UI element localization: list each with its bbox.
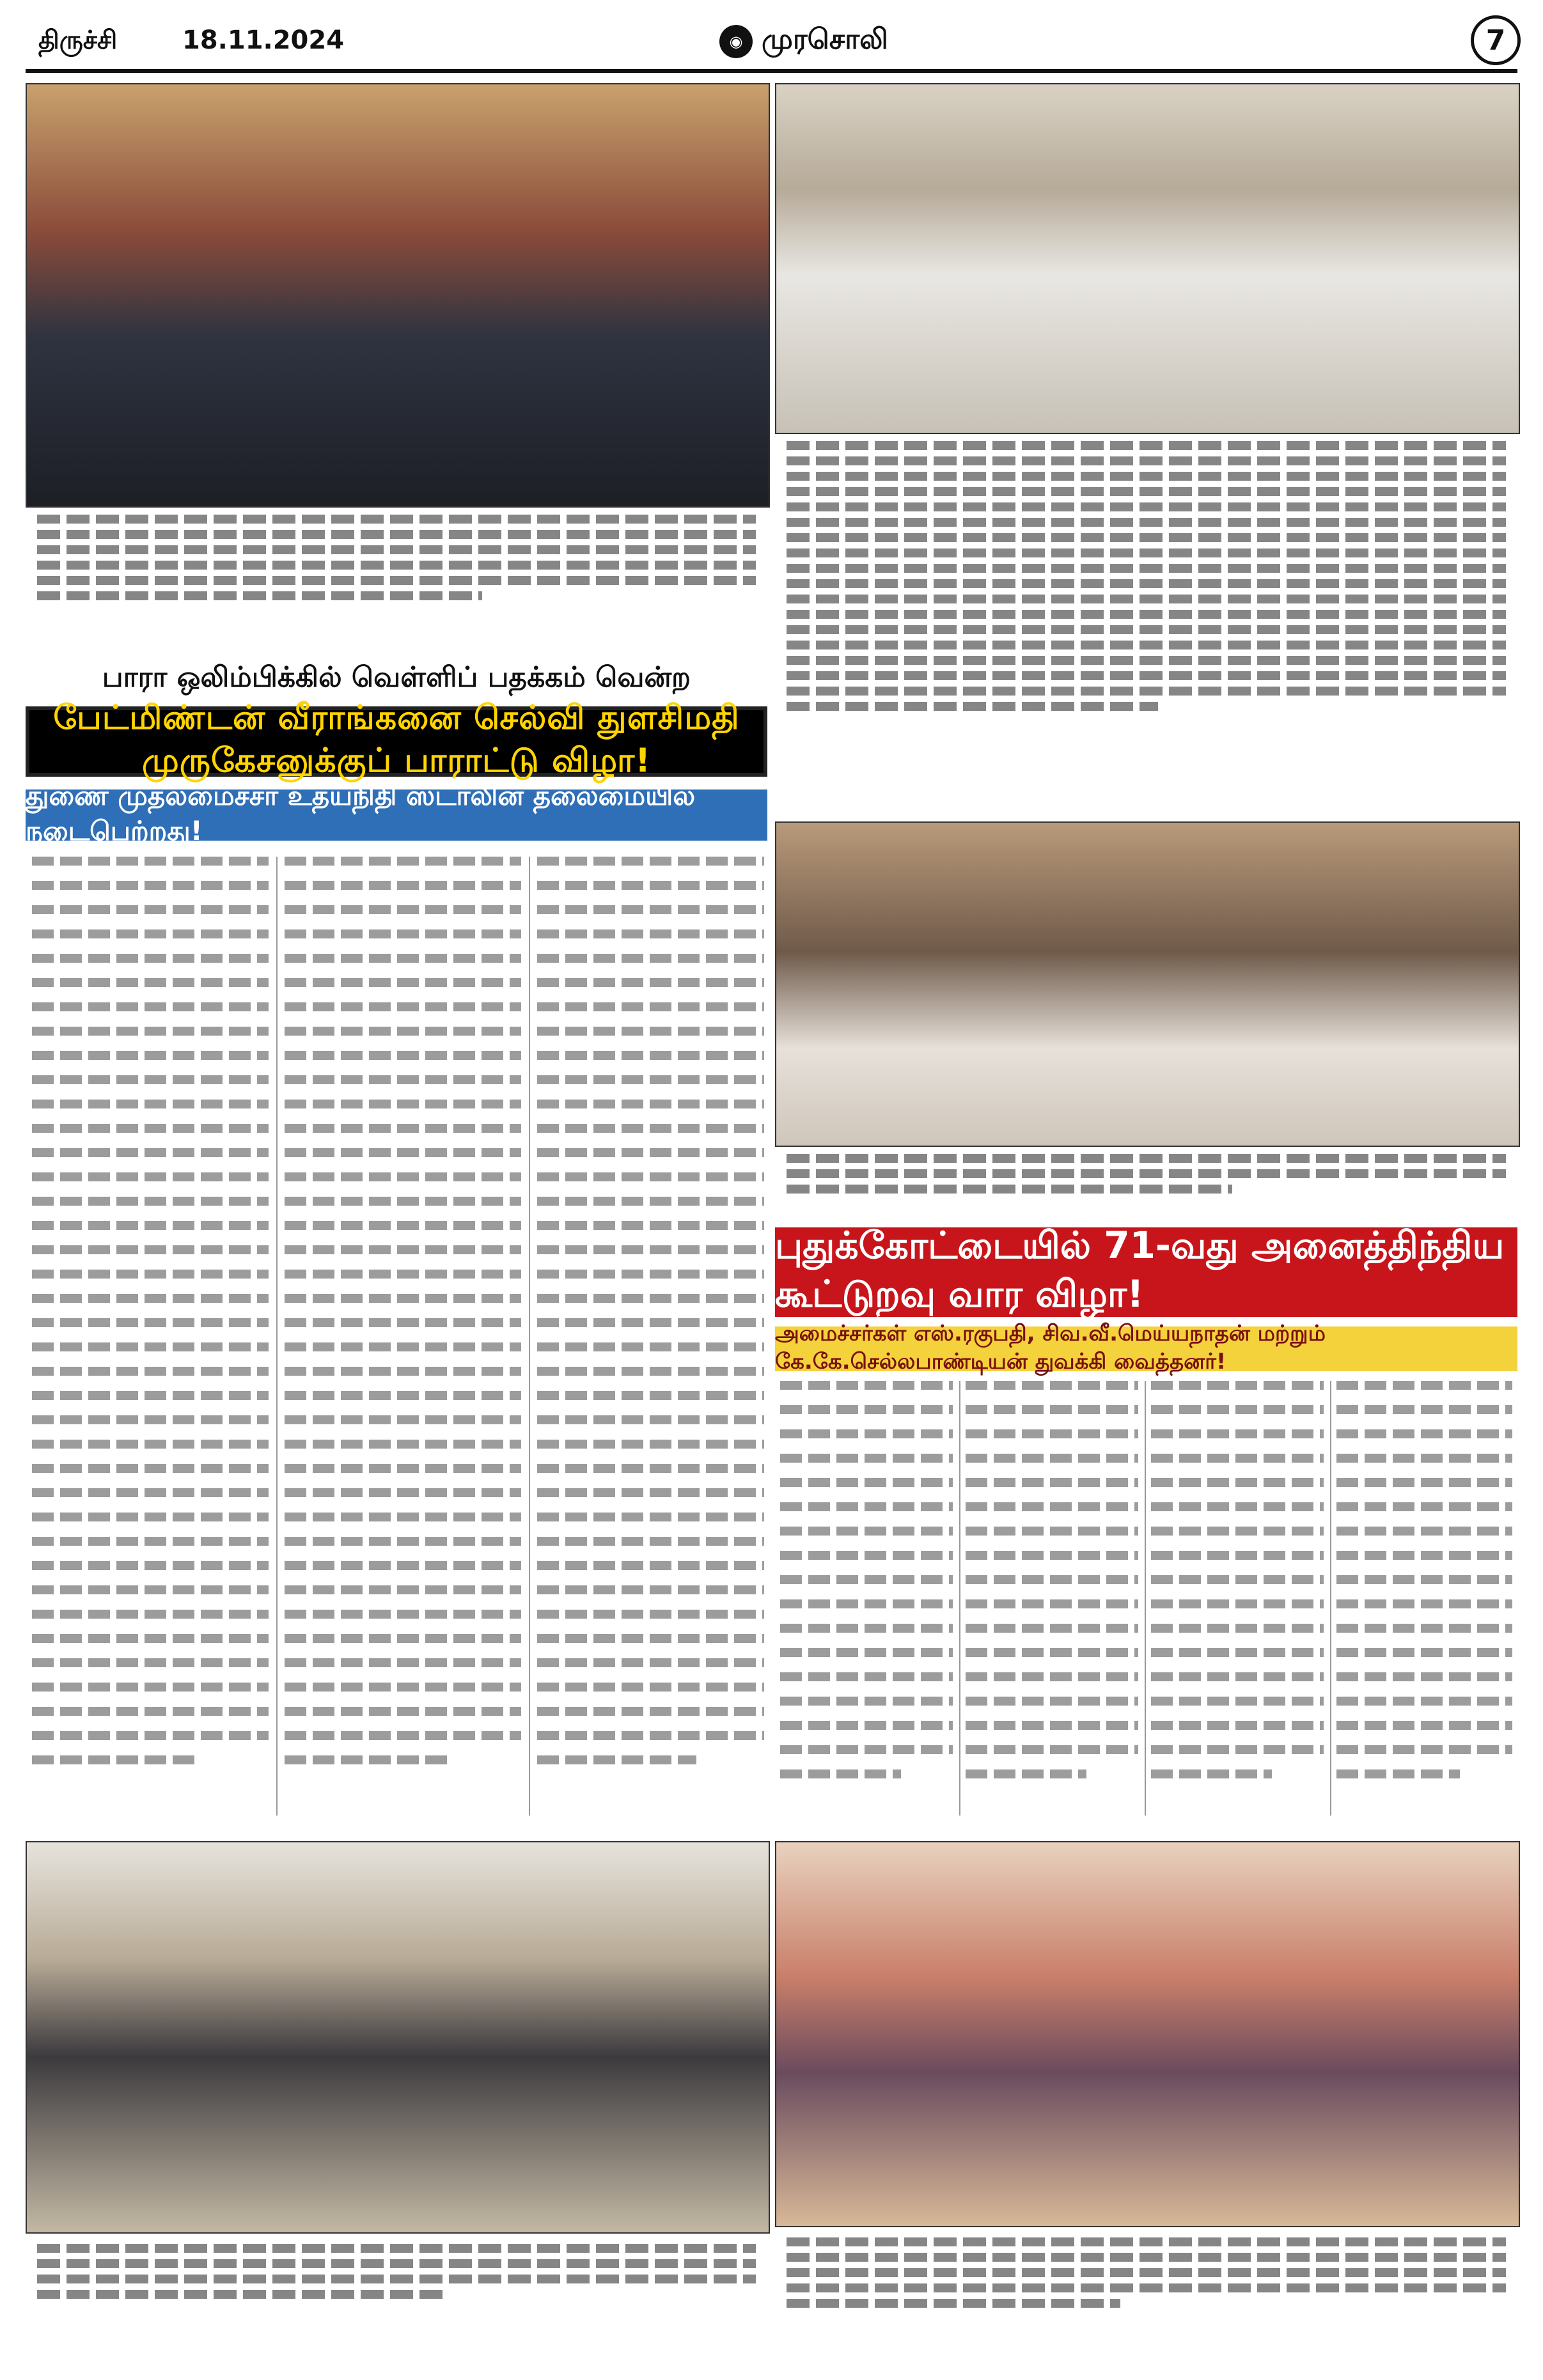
column-rule xyxy=(959,1381,960,1816)
edition-date: 18.11.2024 xyxy=(182,26,345,55)
story1-kicker: பாரா ஒலிம்பிக்கில் வெள்ளிப் பதக்கம் வென்ற xyxy=(102,661,691,694)
photo-felicitation xyxy=(775,821,1520,1147)
photo-hospital-event xyxy=(775,83,1520,434)
photo-caption-maternity xyxy=(775,2231,1517,2333)
story1-column-2 xyxy=(285,857,521,1822)
newspaper-title: முரசொலி xyxy=(762,23,888,56)
newspaper-name xyxy=(719,23,888,59)
story2-column-3 xyxy=(1151,1381,1324,1822)
story1-column-3 xyxy=(537,857,764,1822)
photo-maternity-event xyxy=(775,1841,1520,2227)
photo-caption-hospital xyxy=(775,435,1517,812)
story1-headline-banner xyxy=(26,699,767,780)
photo-caption-felicitation xyxy=(775,1147,1517,1221)
story2-column-4 xyxy=(1336,1381,1512,1822)
column-rule xyxy=(1330,1381,1331,1816)
column-rule xyxy=(529,857,530,1816)
story1-column-1 xyxy=(32,857,269,1822)
photo-caption-conference xyxy=(26,2237,767,2333)
story2-subhead: அமைச்சர்கள் எஸ்.ரகுபதி, சிவ.வீ.மெய்யநாதன் மற்றும் கே.கே.செல்லபாண்டியன் துவக்கி வைத்தனர்! xyxy=(775,1321,1326,1374)
page-number: 7 xyxy=(1471,15,1521,65)
column-rule xyxy=(276,857,278,1816)
photo-conference-hall xyxy=(26,1841,770,2234)
masthead-rule xyxy=(26,69,1517,73)
column-rule xyxy=(1145,1381,1146,1816)
story2-column-1 xyxy=(780,1381,953,1822)
edition-place: திருச்சி xyxy=(38,26,118,55)
photo-wedding-ceremony xyxy=(26,83,770,508)
newspaper-logo-icon: ◉ xyxy=(719,25,753,58)
story1-subhead: துணை முதலமைச்சர் உதயநிதி ஸ்டாலின் தலைமையில் நடைபெற்றது! xyxy=(26,780,696,846)
story1-subhead-band xyxy=(26,780,767,846)
story1-headline: பேட்மிண்டன் வீராங்கனை செல்வி துளசிமதி முருகேசனுக்குப் பாராட்டு விழா! xyxy=(53,699,740,780)
story2-column-2 xyxy=(966,1381,1138,1822)
photo-caption-wedding xyxy=(26,508,767,646)
story2-headline: புதுக்கோட்டையில் 71-வது அனைத்திந்திய கூட்டுறவு வார விழா! xyxy=(775,1224,1505,1316)
story2-subhead-band xyxy=(775,1321,1517,1374)
story2-headline-band xyxy=(775,1224,1517,1317)
